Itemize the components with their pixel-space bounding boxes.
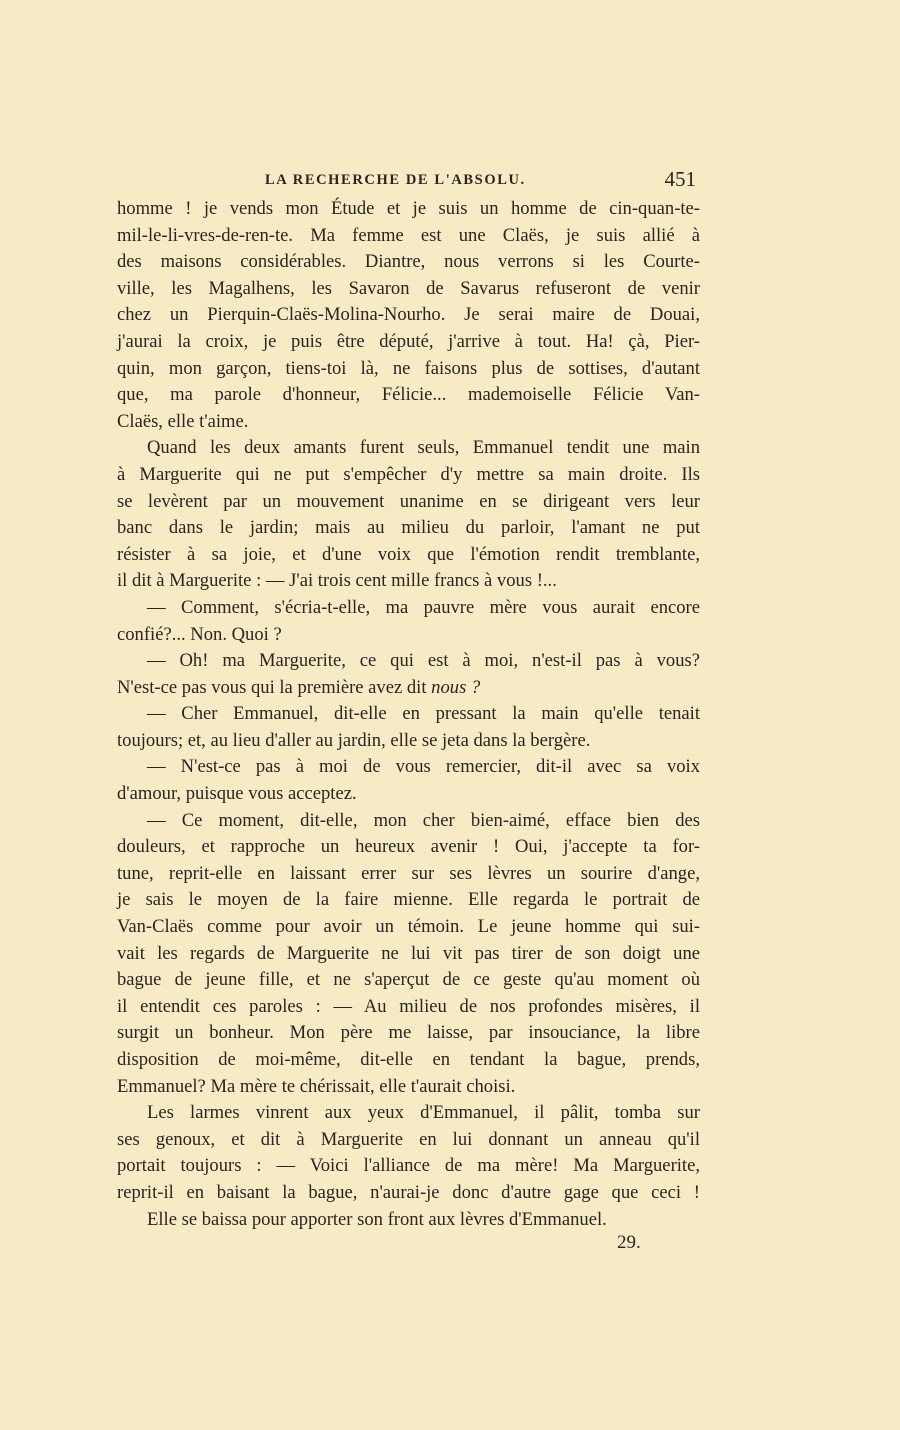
text-line: toujours; et, au lieu d'aller au jardin, elle se jeta dans la bergère. — [117, 729, 591, 751]
text-line: je sais le moyen de la faire mienne. Elle regarda le portrait de — [117, 889, 700, 911]
text-line: Van-Claës comme pour avoir un témoin. Le jeune homme qui sui- — [117, 916, 700, 938]
text-line: mil-le-li-vres-de-ren-te. Ma femme est une Claës, je suis allié à — [117, 224, 700, 246]
text-line: — Comment, s'écria-t-elle, ma pauvre mère vous aurait encore — [147, 596, 700, 618]
running-title: LA RECHERCHE DE L'ABSOLU. — [265, 172, 526, 188]
page-number: 451 — [664, 167, 696, 191]
running-header — [117, 169, 700, 193]
text-line: bague de jeune fille, et ne s'aperçut de ce geste qu'au moment où — [117, 969, 700, 991]
text-line: vait les regards de Marguerite ne lui vit pas tirer de son doigt une — [117, 942, 700, 964]
text-line: d'amour, puisque vous acceptez. — [117, 783, 357, 805]
text-line: Claës, elle t'aime. — [117, 410, 249, 432]
text-line: tune, reprit-elle en laissant errer sur ses lèvres un sourire d'ange, — [117, 862, 700, 884]
text-line: surgit un bonheur. Mon père me laisse, par insouciance, la libre — [117, 1022, 700, 1044]
text-line: banc dans le jardin; mais au milieu du parloir, l'amant ne put — [117, 517, 700, 539]
text-line: se levèrent par un mouvement unanime en se dirigeant vers leur — [117, 490, 700, 512]
text-line: j'aurai la croix, je puis être député, j'arrive à tout. Ha! çà, Pier- — [117, 330, 700, 352]
text-line: disposition de moi-même, dit-elle en tendant la bague, prends, — [117, 1049, 700, 1070]
text-line: Les larmes vinrent aux yeux d'Emmanuel, il pâlit, tomba sur — [147, 1102, 700, 1124]
text-line: ses genoux, et dit à Marguerite en lui donnant un anneau qu'il — [117, 1128, 700, 1150]
text-line: chez un Pierquin-Claës-Molina-Nourho. Je serai maire de Douai, — [117, 304, 700, 326]
text-line: que, ma parole d'honneur, Félicie... mademoiselle Félicie Van- — [117, 384, 700, 406]
text-line: Emmanuel? Ma mère te chérissait, elle t'aurait choisi. — [117, 1075, 516, 1097]
text-line: résister à sa joie, et d'une voix que l'émotion rendit tremblante, — [117, 543, 700, 565]
text-line: homme ! je vends mon Étude et je suis un homme de cin-quan-te- — [117, 198, 700, 219]
text-line: portait toujours : — Voici l'alliance de ma mère! Ma Marguerite, — [117, 1155, 700, 1177]
text-line: il dit à Marguerite : — J'ai trois cent mille francs à vous !... — [117, 570, 557, 592]
text-line: — Oh! ma Marguerite, ce qui est à moi, n'est-il pas à vous? — [147, 650, 700, 672]
text-line: Elle se baissa pour apporter son front aux lèvres d'Emmanuel. — [147, 1208, 607, 1230]
text-line: ville, les Magalhens, les Savaron de Savarus refuseront de venir — [117, 277, 700, 299]
text-line: — Cher Emmanuel, dit-elle en pressant la main qu'elle tenait — [147, 703, 700, 725]
text-line: — Ce moment, dit-elle, mon cher bien-aimé, efface bien des — [147, 809, 700, 831]
text-line: à Marguerite qui ne put s'empêcher d'y mettre sa main droite. Ils — [117, 463, 700, 485]
text-line: reprit-il en baisant la bague, n'aurai-je donc d'autre gage que ceci ! — [117, 1181, 700, 1203]
text-line: quin, mon garçon, tiens-toi là, ne faisons plus de sottises, d'autant — [117, 357, 700, 379]
text-line: des maisons considérables. Diantre, nous verrons si les Courte- — [117, 251, 700, 273]
text-line: confié?... Non. Quoi ? — [117, 623, 282, 645]
text-line: — N'est-ce pas à moi de vous remercier, dit-il avec sa voix — [147, 756, 700, 778]
italic-word: nous ? — [431, 676, 481, 698]
page-body-text — [117, 196, 700, 1233]
text-line: Quand les deux amants furent seuls, Emmanuel tendit une main — [147, 437, 700, 459]
text-line-part: N'est-ce pas vous qui la première avez dit — [117, 676, 427, 698]
text-line: douleurs, et rapproche un heureux avenir ! Oui, j'accepte ta for- — [117, 836, 700, 858]
text-line — [117, 675, 700, 702]
text-line: il entendit ces paroles : — Au milieu de nos profondes misères, il — [117, 995, 700, 1017]
signature-mark: 29. — [617, 1232, 641, 1253]
